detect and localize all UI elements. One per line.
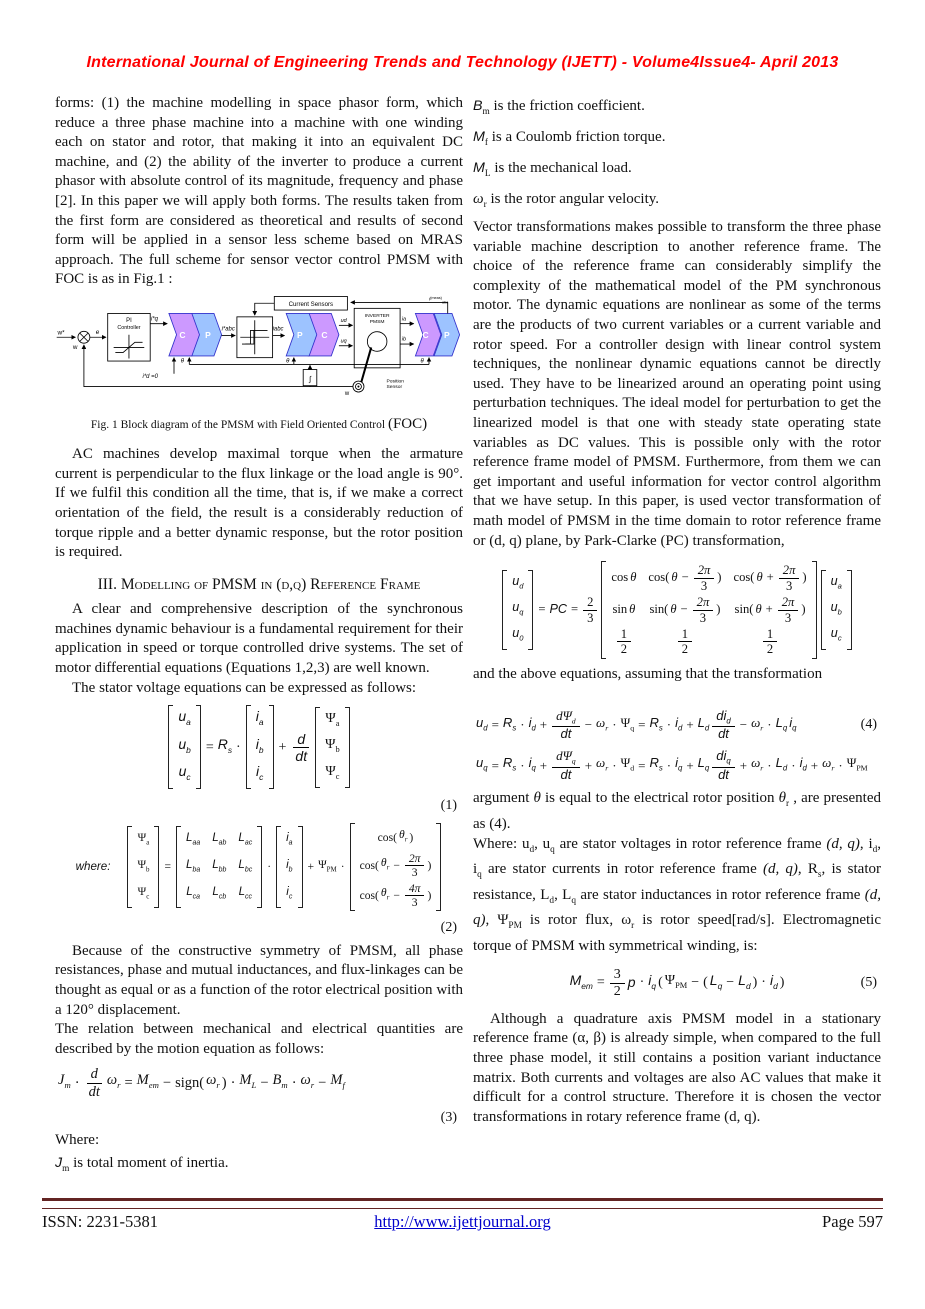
paragraph-above-equations: and the above equations, assuming that the transformation [473,665,823,682]
w-ref-label: w* [57,329,65,337]
equation-3: $J_m$ · $\frac{d}{dt}$ $\omega_r$ = $M_{em}$ − sign( $\omega_r$ ) · $M_L$ − $B_m$ · $\omega_r$ − $M_f$ [58,1066,345,1101]
paragraph-vector-transformations: Vector transformations makes possible to transform the three phase variable machine description to another reference frame. The choice of the reference frame can considerably simplify the complexity of the mathematical model of the PM synchronous motor. The dynamic equations are nonlinear as some of the terms are the products of two current variables or a current variable and rotor speed. For a controller design with linear control system techniques, the nonlinear dynamic equations cannot be directly used. They have to be linearized around an operating point using perturbation techniques. The ideal model for perturbation to get the linearized model is that one with steady state operating state variables as DC values. This is possible only with the rotor reference frame model of PMSM. Furthermore, from them we can get important and useful information for vector control algorithm that we have setup. In this paper, is used vector transformation of math model of PMSM in the time domain to rotor reference frame or (d, q) plane, by Park-Clarke (PC) transformation, [473,219,881,549]
page-number: Page 597 [822,1212,883,1231]
paragraph-forms: forms: (1) the machine modelling in space phasor form, which reduce a three phase machine into a machine with one winding each on stator and rotor, that making it into an equivalent DC machine, and (2) the ability of the inverter to produce a current phasor with absolute control of its magnitude, frequency and phase [2]. In this paper we will apply both forms. The results taken from the first form are considered as theoretical and results of second form will be applied in a sensor less scheme based on MRAS approach. The full scheme for sensor vector control PMSM with FOC is as in Fig.1 : [55,95,463,288]
paragraph-constructive-symmetry: Because of the constructive symmetry of PMSM, all phase resistances, phase and mutual inductances, and flux-linkages can be thought as equal or as a function of the rotor electrical position with a 120° displacement. [55,942,463,1018]
svg-text:PI: PI [126,317,132,324]
equation-4b: $u_q$ = $R_s$ · $i_q$ + $\frac{d\Psi_q}{dt}$ + $\omega_r$ · $\Psi_d$ = $R_s$ · $i_q$ + $L_q$ $\frac{di_q}{dt}$ + $\omega_r$ · $L_d$ · $i_d$ + $\omega_r$ · $\Psi_{PM}$ [476,747,868,782]
paragraph-ac-machines: AC machines develop maximal torque when the armature current is perpendicular to the flux linkage or the load angle is 90°. If we fulfil this condition all the time, that is, if we make a correct orientation of the field, the result is a considerably reduction of torque ripple and a better dynamic response, but the rotor position is required. [55,446,463,561]
iabc-label: iabc [272,326,284,333]
ib-label: ib [401,336,407,343]
equation-1-number: (1) [440,798,457,814]
svg-text:∫: ∫ [308,374,312,384]
foc-block-diagram [55,294,463,406]
id-ref-label: i*d =0 [142,373,158,380]
ud-label: ud [340,317,347,324]
left-column [55,94,463,1182]
theta-label: θ [180,358,185,365]
equation-2: where: $\Psi_a$ $\Psi_b$ $\Psi_c$ = $L_{aa}$ $L_{ab}$ $L_{ac}$ $L_{ba}$ $L_{bb}$ $L_{bc}$ $L_{ca}$ $L_{cb}$ $L_{cc}$ · $i_a$ $i_b$ $i_c$ + $\Psi_{PM}$ · cos( $\theta_r$ ) cos( $\theta_r$ − $\frac{2\pi}{3}$ ) cos( $\theta_r$ − $\frac{4\pi}{3}$ ) [55,823,463,911]
park-clarke-chevrons-2 [286,313,339,356]
ia-label: ia [401,316,407,323]
theta-label: θ [420,358,424,365]
paragraph-although-quadrature: Although a quadrature axis PMSM model in a stationary reference frame (α, β) is already simple, when compared to the full three phase model, it still contains a position variant inductance matrix. Both currents and voltages are also AC values that make it difficult for a control structure. Therefore it is chosen the vector transformations in rotary reference frame (d, q). [473,1010,881,1125]
imeas-label: $i^{(meas)}_{abc}$ [428,295,449,305]
paragraph-where-symbols: Where: $u_d$, $u_q$ are stator voltages in rotor reference frame (d, q), $i_d$, $i_q$ are stator currents in rotor reference frame (d, q), $R_s$, is stator resistance, $L_d$, $L_q$ are stator inductances in rotor reference frame (d, q), $\Psi_{PM}$ is rotor flux, $\omega_r$ is rotor speed[rad/s]. Electromagnetic torque of PMSM with symmetrical winding, is: [473,835,882,955]
wr-definition: $\omega_r$ is the rotor angular velocity. [473,191,660,210]
figure-1 [55,294,463,435]
equation-3-number: (3) [440,1109,457,1125]
equation-1: $u_a$ $u_b$ $u_c$ = $R_s$ · $i_a$ $i_b$ $i_c$ + $\frac{d}{dt}$ $\Psi_a$ $\Psi_b$ $\Psi_c$ [55,705,463,789]
journal-header-title: International Journal of Engineering Trends and Technology (IJETT) - Volume4Issue4- April 2013 [86,54,839,71]
issn-label: ISSN: 2231-5381 [42,1212,158,1231]
paragraph-argument-theta: argument θ is equal to the electrical rotor position $\theta_r$ , are presented as (4). [473,790,881,833]
inverter-pmsm-block [354,308,400,368]
svg-text:Controller: Controller [117,324,141,331]
clarke-letter: C [422,330,429,341]
bm-definition: $B_m$ is the friction coefficient. [473,98,645,117]
w-feedback-label: w [72,344,78,352]
svg-text:Sensor: Sensor [386,385,403,391]
svg-text:Position: Position [386,379,405,385]
ml-definition: $M_L$ is the mechanical load. [473,160,632,179]
right-column [473,94,881,1182]
equation-5: $M_{em}$ = $\frac{3}{2}$ p · $i_q$ ( $\Psi_{PM}$ − ( $L_q$ − $L_d$ ) · $i_d$ ) (5) [569,966,877,999]
equation-2-number: (2) [440,920,457,936]
clarke-letter: C [179,330,186,341]
footer [42,1212,883,1232]
current-sensors-block [274,296,347,310]
paragraph-stator-voltage-intro: The stator voltage equations can be expressed as follows: [72,679,417,696]
park-letter: P [296,330,303,341]
two-column-body [55,94,881,1182]
svg-text:PMSM: PMSM [369,319,385,325]
iabc-ref-label: i*abc [221,326,235,333]
pi-controller-block [108,313,151,361]
figure-1-caption: Fig. 1 Block diagram of the PMSM with Field Oriented Control (FOC) [90,415,428,432]
paragraph-motion-equation-intro: The relation between mechanical and electrical quantities are described by the motion equation as follows: [55,1021,463,1057]
integrator-block [303,369,317,385]
park-letter: P [205,330,211,341]
journal-link[interactable]: http://www.ijettjournal.org [374,1212,551,1231]
svg-text:Current Sensors: Current Sensors [288,300,334,308]
clarke-park-chevrons-3 [415,313,459,356]
clarke-letter: C [321,330,328,341]
w-out-label: w [344,390,350,397]
park-clarke-equation: $u_d$ $u_q$ $u_0$ = PC = $\frac{2}{3}$ cos θ cos( θ − $\frac{2\pi}{3}$ ) cos( θ + $\frac{2\pi}{3}$ ) sin θ sin( θ − $\frac{2\pi}{3}$ ) sin( θ + $\frac{2\pi}{3}$ ) $\frac{1}{2}$ $\frac{1}{2}$ $\frac{1}{2}$ $u_a$ $u_b$ $u_c$ [473,561,881,659]
svg-text:INVERTER: INVERTER [364,313,390,319]
iq-ref-label: i*q [151,316,158,323]
section-heading-3: III. Modelling of PMSM in (d,q) Reference Frame [97,575,421,593]
equation-4a: $u_d$ = $R_s$ · $i_d$ + $\frac{d\Psi_d}{dt}$ − $\omega_r$ · $\Psi_q$ = $R_s$ · $i_d$ + $L_d$ $\frac{di_d}{dt}$ − $\omega_r$ · $L_q$ $i_q$ (4) [476,707,877,742]
error-label: e [95,328,100,336]
theta-label: θ [286,358,290,365]
where-label: Where: [55,1132,100,1149]
hysteresis-controller-block [237,317,273,358]
equation-5-number: (5) [860,975,877,991]
uq-label: uq [340,338,347,345]
equation-4-number: (4) [860,717,877,733]
park-letter: P [444,330,450,341]
paragraph-clear-description: A clear and comprehensive description of the synchronous machines dynamic behaviour is a fundamental requirement for their application in speed or torque controlled drive systems. The set of motor differential equations (Equations 1,2,3) are well known. [55,601,463,677]
clarke-park-chevrons-1 [169,313,222,356]
mf-definition: $M_f$ is a Coulomb friction torque. [473,129,666,148]
jm-definition: $J_m$ is total moment of inertia. [55,1154,229,1174]
footer-rule [42,1198,883,1209]
